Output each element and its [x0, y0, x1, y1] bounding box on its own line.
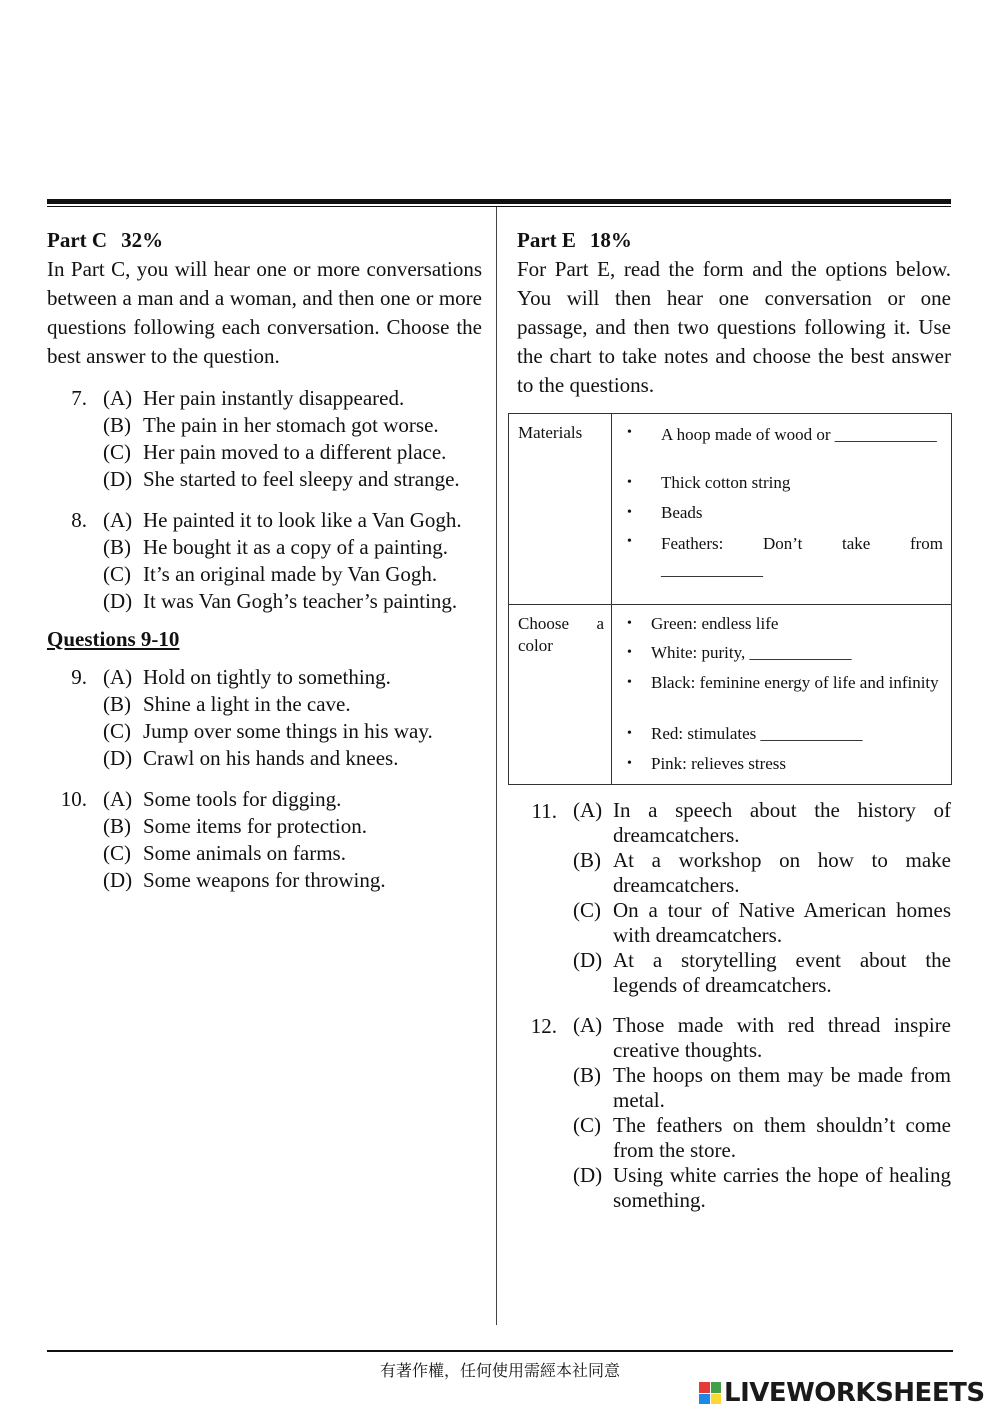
- option-text: Some weapons for throwing.: [143, 868, 386, 892]
- option-letter: (C): [103, 562, 131, 586]
- liveworksheets-logo: [699, 1378, 985, 1408]
- option-text: Some tools for digging.: [143, 787, 342, 811]
- option-letter: (A): [103, 787, 133, 811]
- question-item: [47, 786, 482, 894]
- answer-option[interactable]: [573, 948, 951, 998]
- option-letter: (D): [103, 589, 133, 613]
- materials-item: • Beads: [627, 503, 703, 522]
- option-text: The pain in her stomach got worse.: [143, 413, 439, 437]
- color-item: • Red: stimulates ____________: [627, 724, 863, 743]
- option-letter: (D): [573, 1163, 603, 1187]
- option-text: Her pain instantly disappeared.: [143, 386, 405, 410]
- option-text: He painted it to look like a Van Gogh.: [143, 508, 462, 532]
- answer-option[interactable]: [103, 691, 482, 718]
- answer-option[interactable]: [103, 466, 482, 493]
- bullet-icon: •: [627, 616, 632, 631]
- answer-option[interactable]: [573, 848, 951, 898]
- option-letter: (A): [103, 508, 133, 532]
- liveworksheets-logo-text: LIVEWORKSHEETS: [724, 1378, 985, 1408]
- question-number: 7.: [71, 386, 87, 410]
- bullet-icon: •: [627, 645, 632, 660]
- answer-option[interactable]: [103, 664, 482, 691]
- part-e-instructions: For Part E, read the form and the options below. You will then hear one conversation or one passage, and then two questions following it. Use the chart to take notes and choose the best answer to the questions.: [517, 257, 951, 397]
- color-item: • White: purity, ____________: [627, 643, 852, 662]
- table-row-divider: [509, 604, 951, 605]
- answer-option[interactable]: [103, 561, 482, 588]
- answer-option[interactable]: [103, 385, 482, 412]
- option-text: It’s an original made by Van Gogh.: [143, 562, 438, 586]
- option-text: The hoops on them may be made from metal.: [613, 1063, 951, 1112]
- option-letter: (A): [103, 665, 133, 689]
- answer-option[interactable]: [103, 439, 482, 466]
- part-c-instructions: In Part C, you will hear one or more conversations between a man and a woman, and then one or more questions following each conversation. Choose the best answer to the question.: [47, 257, 482, 368]
- color-label: Choose a color: [518, 614, 604, 655]
- answer-option[interactable]: [573, 898, 951, 948]
- part-e-heading: [517, 226, 951, 255]
- bullet-icon: •: [627, 726, 632, 741]
- right-column: [517, 226, 951, 400]
- materials-item: • Thick cotton string: [627, 473, 791, 492]
- question-item: [47, 507, 482, 615]
- copyright-notice: 有著作權，任何使用需經本社同意: [379, 1361, 620, 1380]
- bullet-icon: •: [627, 534, 632, 549]
- logo-color-square: [711, 1394, 722, 1405]
- answer-option[interactable]: [103, 840, 482, 867]
- option-letter: (B): [573, 848, 601, 872]
- bullet-icon: •: [627, 425, 632, 440]
- option-letter: (A): [103, 386, 133, 410]
- question-number: 11.: [531, 799, 557, 823]
- color-item: • Pink: relieves stress: [627, 754, 787, 773]
- question-item: [47, 664, 482, 772]
- questions-9-10: [47, 664, 482, 894]
- materials-item: • A hoop made of wood or ____________: [627, 422, 943, 448]
- bullet-icon: •: [627, 756, 632, 771]
- materials-item: • Feathers: Don’t take from ____________: [627, 531, 943, 583]
- option-letter: (C): [103, 719, 131, 743]
- answer-option[interactable]: [573, 798, 951, 848]
- option-text: In a speech about the history of dreamcatchers.: [613, 798, 951, 847]
- option-letter: (C): [103, 841, 131, 865]
- option-letter: (B): [103, 814, 131, 838]
- part-e-title: Part E: [517, 228, 576, 252]
- option-letter: (A): [573, 798, 603, 822]
- bullet-icon: •: [627, 675, 632, 690]
- option-letter: (B): [103, 413, 131, 437]
- logo-color-square: [699, 1394, 710, 1405]
- option-text: He bought it as a copy of a painting.: [143, 535, 449, 559]
- answer-option[interactable]: [103, 412, 482, 439]
- question-item: [517, 1013, 951, 1213]
- question-item: [47, 385, 482, 493]
- option-letter: (D): [103, 868, 133, 892]
- bullet-icon: •: [627, 505, 632, 520]
- option-text: Crawl on his hands and knees.: [143, 746, 399, 770]
- option-text: At a storytelling event about the legends of dreamcatchers.: [613, 948, 951, 997]
- option-text: Her pain moved to a different place.: [143, 440, 447, 464]
- option-text: On a tour of Native American homes with dreamcatchers.: [613, 898, 951, 947]
- answer-option[interactable]: [103, 507, 482, 534]
- answer-option[interactable]: [573, 1163, 951, 1213]
- top-rule-thin: [47, 206, 951, 207]
- part-c-title: Part C: [47, 228, 108, 252]
- part-e-percent: 18%: [589, 228, 632, 252]
- answer-option[interactable]: [103, 786, 482, 813]
- question-number: 10.: [60, 787, 87, 811]
- answer-option[interactable]: [103, 867, 482, 894]
- option-text: Using white carries the hope of healing something.: [613, 1163, 951, 1212]
- option-text: Hold on tightly to something.: [143, 665, 391, 689]
- materials-label: Materials: [518, 423, 583, 442]
- option-letter: (D): [103, 746, 133, 770]
- color-item: • Green: endless life: [627, 614, 779, 633]
- option-text: Shine a light in the cave.: [143, 692, 351, 716]
- logo-color-square: [699, 1382, 710, 1393]
- option-letter: (B): [103, 535, 131, 559]
- questions-9-10-heading: Questions 9-10: [47, 627, 180, 651]
- answer-option[interactable]: [573, 1113, 951, 1163]
- option-text: The feathers on them shouldn’t come from the store.: [613, 1113, 951, 1162]
- answer-option[interactable]: [103, 745, 482, 772]
- option-letter: (C): [573, 898, 601, 922]
- option-text: At a workshop on how to make dreamcatchers.: [613, 848, 951, 897]
- question-number: 8.: [71, 508, 87, 532]
- answer-option[interactable]: [103, 813, 482, 840]
- logo-color-square: [711, 1382, 722, 1393]
- answer-option[interactable]: [573, 1013, 951, 1063]
- option-letter: (B): [103, 692, 131, 716]
- option-letter: (A): [573, 1013, 603, 1037]
- left-column: [47, 226, 482, 894]
- option-letter: (C): [573, 1113, 601, 1137]
- table-column-divider: [611, 414, 612, 784]
- option-text: Jump over some things in his way.: [143, 719, 433, 743]
- part-c-percent: 32%: [121, 228, 164, 252]
- answer-option[interactable]: [103, 718, 482, 745]
- option-letter: (D): [573, 948, 603, 972]
- option-letter: (B): [573, 1063, 601, 1087]
- color-item: • Black: feminine energy of life and infinity: [627, 673, 939, 692]
- option-text: Some animals on farms.: [143, 841, 346, 865]
- top-rule-thick: [47, 199, 951, 204]
- option-text: She started to feel sleepy and strange.: [143, 467, 460, 491]
- part-c-heading: [47, 226, 482, 255]
- answer-option[interactable]: [573, 1063, 951, 1113]
- questions-7-8: [47, 385, 482, 615]
- question-number: 9.: [71, 665, 87, 689]
- option-text: It was Van Gogh’s teacher’s painting.: [143, 589, 458, 613]
- option-text: Those made with red thread inspire creative thoughts.: [613, 1013, 951, 1062]
- question-number: 12.: [530, 1014, 557, 1038]
- answer-option[interactable]: [103, 588, 482, 615]
- bottom-rule: [47, 1350, 953, 1352]
- answer-option[interactable]: [103, 534, 482, 561]
- questions-11-12: [517, 798, 951, 1213]
- dreamcatcher-form-table: [508, 413, 952, 785]
- option-text: Some items for protection.: [143, 814, 367, 838]
- option-letter: (C): [103, 440, 131, 464]
- question-item: [517, 798, 951, 998]
- bullet-icon: •: [627, 475, 632, 490]
- liveworksheets-logo-icon: [699, 1382, 721, 1404]
- column-divider: [496, 207, 497, 1325]
- option-letter: (D): [103, 467, 133, 491]
